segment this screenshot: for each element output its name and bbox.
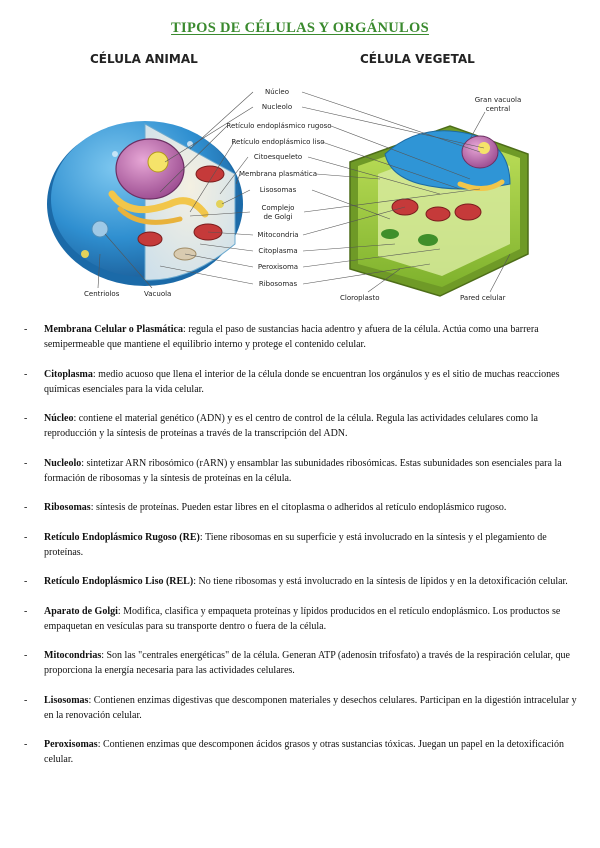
list-item — [24, 367, 584, 397]
item-desc: : síntesis de proteínas. Pueden estar libres en el citoplasma o adheridos al retículo endoplásmico rugoso. — [90, 502, 507, 513]
center-labels — [226, 88, 331, 288]
bullet-dash: - — [24, 368, 28, 380]
bullet-dash: - — [24, 694, 28, 706]
list-item — [24, 500, 584, 515]
item-term: Peroxisomas — [44, 739, 98, 750]
page-title: TIPOS DE CÉLULAS Y ORGÁNULOS — [171, 20, 429, 36]
item-term: Nucleolo — [44, 457, 82, 469]
label-mitocondria: Mitocondria — [257, 231, 299, 239]
label-ribosomas: Ribosomas — [258, 280, 298, 288]
bullet-dash: - — [24, 576, 28, 587]
bullet-dash: - — [24, 531, 28, 543]
label-pared-celular: Pared celular — [460, 294, 506, 302]
bullet-dash: - — [24, 739, 28, 750]
item-desc: : contiene el material genético (ADN) y es el centro de control de la célula. Regula las actividades celulares como la reproducción y la síntesis de proteínas a través de la transcripción del ADN. — [44, 413, 538, 439]
bullet-dash: - — [24, 650, 28, 661]
label-gran-vacuola: Gran vacuola central — [474, 96, 522, 113]
item-term: Lisosomas — [44, 694, 89, 706]
item-term: Aparato de Golgi — [44, 605, 118, 617]
bullet-dash: - — [24, 605, 28, 617]
list-item — [24, 604, 584, 634]
label-cloroplasto: Cloroplasto — [340, 294, 380, 302]
list-item — [24, 456, 584, 486]
item-desc: : sintetizar ARN ribosómico (rARN) y ensamblar las subunidades ribosómicas. Estas subunidades son esenciales para la formación de ribosomas y la síntesis de proteínas en la célula. — [44, 457, 562, 484]
cell-illustration — [40, 44, 570, 306]
label-golgi: Complejo de Golgi — [261, 204, 295, 221]
label-nucleo: Núcleo — [264, 88, 290, 96]
item-term: Retículo Endoplásmico Rugoso (RE) — [44, 531, 200, 543]
list-item — [24, 411, 584, 441]
bullet-dash: - — [24, 457, 28, 469]
organelle-list — [24, 322, 584, 782]
plant-cell-title: CÉLULA VEGETAL — [360, 52, 475, 66]
item-desc: : No tiene ribosomas y está involucrado en la síntesis de lípidos y en la detoxificación celular. — [193, 576, 568, 587]
item-desc: : Son las "centrales energéticas" de la célula. Generan ATP (adenosín trifosfato) a través de la respiración celular, que proporciona la energía necesaria para las actividades celulares. — [44, 650, 570, 676]
item-desc: : Contienen enzimas digestivas que descomponen materiales y desechos celulares. Participan en la digestión intracelular y en la renovación celular. — [44, 694, 577, 721]
item-term: Retículo Endoplásmico Liso (REL) — [44, 576, 194, 587]
list-item — [24, 322, 584, 352]
bullet-dash: - — [24, 502, 28, 513]
label-citoesqueleto: Citoesqueleto — [253, 153, 303, 161]
label-peroxisoma: Peroxisoma — [257, 263, 299, 271]
bullet-dash: - — [24, 413, 28, 424]
list-item — [24, 530, 584, 560]
label-membrana: Membrana plasmática — [239, 170, 317, 178]
item-term: Membrana Celular o Plasmática — [44, 324, 183, 335]
list-item — [24, 693, 584, 723]
list-item — [24, 648, 584, 678]
animal-cell — [47, 121, 243, 286]
item-desc: : medio acuoso que llena el interior de la célula donde se encuentran los orgánulos y es el sitio de muchas reacciones químicas esenciales para la vida celular. — [44, 368, 560, 395]
list-item — [24, 574, 584, 589]
label-centriolos: Centriolos — [84, 290, 120, 298]
bullet-dash: - — [24, 324, 28, 335]
list-item — [24, 737, 584, 767]
animal-cell-title: CÉLULA ANIMAL — [90, 52, 198, 66]
item-desc: : Contienen enzimas que descomponen ácidos grasos y otras sustancias tóxicas. Juegan un papel en la detoxificación celular. — [44, 739, 564, 765]
label-lisosomas: Lisosomas — [259, 186, 297, 194]
item-desc: : Tiene ribosomas en su superficie y está involucrado en la síntesis y el plegamiento de proteínas. — [44, 531, 547, 558]
item-term: Mitocondrias — [44, 650, 102, 661]
label-vacuola: Vacuola — [144, 290, 172, 298]
label-rer: Retículo endoplásmico rugoso — [226, 122, 332, 130]
item-desc: : Modifica, clasifica y empaqueta proteínas y lípidos producidos en el retículo endoplásmico. Los productos se empaquetan en vesículas para su transporte dentro o fuera de la célula. — [44, 605, 561, 632]
item-term: Núcleo — [44, 413, 74, 424]
label-citoplasma: Citoplasma — [258, 247, 298, 255]
item-desc: : regula el paso de sustancias hacia adentro y afuera de la célula. Actúa como una barrera semipermeable que mantiene el equilibrio interno y protege el contenido celular. — [44, 324, 539, 350]
item-term: Citoplasma — [44, 368, 93, 380]
item-term: Ribosomas — [44, 502, 91, 513]
label-nucleolo: Nucleolo — [261, 103, 293, 111]
cell-diagram — [40, 44, 570, 306]
label-rel: Retículo endoplásmico liso — [231, 138, 325, 146]
